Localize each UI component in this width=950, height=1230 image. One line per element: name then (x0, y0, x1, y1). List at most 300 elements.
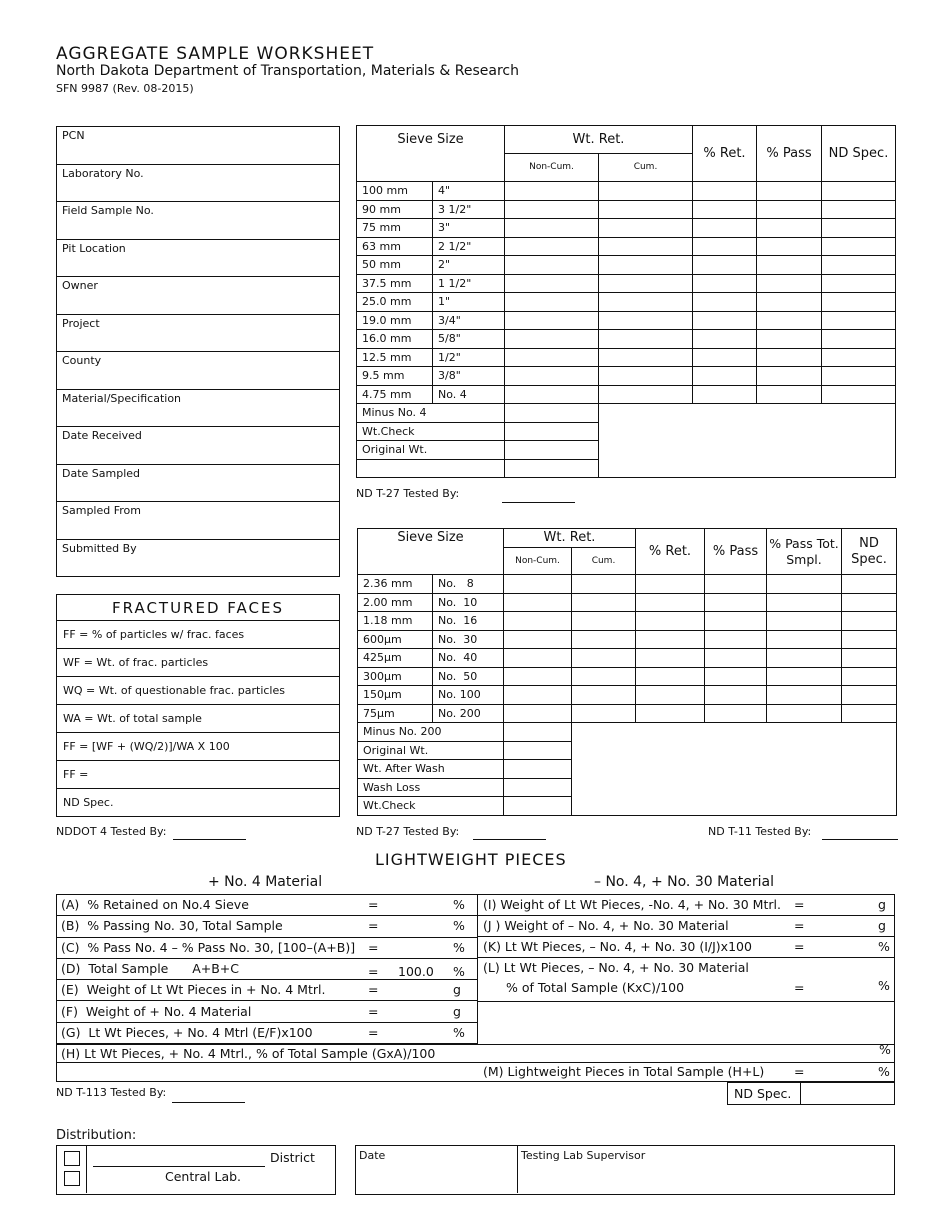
fine-tested-by (356, 825, 459, 838)
coarse-entry-cell[interactable] (599, 237, 693, 256)
lw-right-unit: % (878, 939, 890, 954)
fine-entry-cell[interactable] (504, 575, 572, 594)
coarse-entry-cell[interactable] (757, 348, 822, 367)
fine-entry-cell[interactable] (504, 649, 572, 668)
coarse-entry-cell[interactable] (505, 385, 599, 404)
coarse-entry-cell[interactable] (757, 200, 822, 219)
coarse-sieve-row (357, 367, 896, 386)
info-field-label: Material/Specification (57, 389, 340, 427)
coarse-entry-cell[interactable] (693, 200, 757, 219)
coarse-sieve-row (357, 385, 896, 404)
coarse-entry-cell[interactable] (505, 200, 599, 219)
sieve-mm: 425µm (358, 649, 433, 668)
coarse-entry-cell[interactable] (599, 293, 693, 312)
fine-extra-label: Original Wt. (358, 741, 504, 760)
sieve-in: 4" (433, 182, 505, 201)
coarse-entry-cell[interactable] (757, 330, 822, 349)
sieve-in: 1" (433, 293, 505, 312)
t113-tested-by-line[interactable] (172, 1102, 245, 1103)
nddot4-tested-by-label: NDDOT 4 Tested By: (56, 825, 167, 838)
distribution-box (56, 1145, 336, 1195)
lw-right-equals: = (794, 918, 805, 933)
lw-right-label: (I) Weight of Lt Wt Pieces, -No. 4, + No. 30 Mtrl. (483, 897, 781, 912)
fine-entry-cell[interactable] (842, 593, 897, 612)
coarse-entry-cell[interactable] (693, 237, 757, 256)
info-field-label: Field Sample No. (57, 202, 340, 240)
lw-left-label: (C) % Pass No. 4 – % Pass No. 30, [100–(A+B)] (61, 939, 356, 955)
coarse-entry-cell[interactable] (693, 182, 757, 201)
distribution-label: Distribution: (56, 1128, 137, 1143)
coarse-entry-cell[interactable] (822, 367, 896, 386)
fine-entry-cell[interactable] (636, 667, 705, 686)
coarse-entry-cell[interactable] (505, 256, 599, 275)
central-lab-label: Central Lab. (165, 1169, 242, 1184)
coarse-entry-cell[interactable] (822, 237, 896, 256)
coarse-extra-value[interactable] (505, 441, 599, 460)
fine-entry-cell[interactable] (572, 686, 636, 705)
ff-row-label: FF = [WF + (WQ/2)]/WA X 100 (57, 733, 340, 761)
lw-left-label: (G) Lt Wt Pieces, + No. 4 Mtrl (E/F)x100 (61, 1024, 313, 1040)
lw-right-unit: g (878, 897, 886, 912)
info-row[interactable] (57, 164, 340, 202)
ff-row-label: FF = (57, 761, 340, 789)
info-row[interactable] (57, 314, 340, 352)
lw-left-unit: % (453, 939, 465, 955)
t11-tested-by-line[interactable] (822, 839, 898, 840)
fine-entry-cell[interactable] (705, 686, 767, 705)
sieve-mm: 12.5 mm (357, 348, 433, 367)
nddot4-tested-by (56, 825, 166, 838)
fine-pass-total-header: % Pass Tot. Smpl. (767, 529, 842, 575)
coarse-entry-cell[interactable] (599, 385, 693, 404)
form-title: AGGREGATE SAMPLE WORKSHEET (56, 44, 375, 64)
coarse-entry-cell[interactable] (505, 367, 599, 386)
lw-left-value[interactable]: 100.0 (398, 963, 434, 979)
sieve-mm: 50 mm (357, 256, 433, 275)
sieve-mm: 1.18 mm (358, 612, 433, 631)
sieve-in: 5/8" (433, 330, 505, 349)
nddot4-tested-by-line[interactable] (173, 839, 246, 840)
coarse-entry-cell[interactable] (505, 182, 599, 201)
coarse-extra-label: Minus No. 4 (357, 404, 505, 423)
coarse-extra-value[interactable] (505, 422, 599, 441)
info-row[interactable] (57, 539, 340, 577)
fine-entry-cell[interactable] (767, 612, 842, 631)
lw-left-equals: = (368, 939, 379, 955)
nd-spec-field[interactable] (801, 1083, 893, 1104)
sieve-no: No. 100 (433, 686, 504, 705)
lw-right-row (478, 937, 894, 958)
lw-left-row (57, 959, 478, 980)
fine-entry-cell[interactable] (767, 667, 842, 686)
fine-entry-cell[interactable] (842, 704, 897, 723)
coarse-entry-cell[interactable] (505, 348, 599, 367)
coarse-sieve-row (357, 348, 896, 367)
lw-left-equals: = (368, 963, 379, 979)
sieve-no: No. 8 (433, 575, 504, 594)
row-h-unit: % (879, 1042, 891, 1057)
info-field-label: Pit Location (57, 239, 340, 277)
ff-row-label: FF = % of particles w/ frac. faces (57, 621, 340, 649)
fine-sieve-row (358, 593, 897, 612)
lw-left-equals: = (368, 1024, 379, 1040)
row-l-unit: % (878, 978, 890, 993)
coarse-extra-row (357, 404, 896, 423)
coarse-sieve-row (357, 219, 896, 238)
coarse-entry-cell[interactable] (822, 311, 896, 330)
district-line[interactable] (93, 1166, 265, 1167)
ff-row[interactable] (57, 705, 340, 733)
fine-entry-cell[interactable] (842, 686, 897, 705)
fine-entry-cell[interactable] (572, 667, 636, 686)
nd-spec-label: ND Spec. (734, 1086, 792, 1101)
coarse-entry-cell[interactable] (505, 219, 599, 238)
fine-entry-cell[interactable] (842, 575, 897, 594)
row-l-label-2: % of Total Sample (KxC)/100 (506, 980, 685, 995)
fractured-faces-table (56, 594, 340, 817)
info-row[interactable] (57, 352, 340, 390)
coarse-entry-cell[interactable] (599, 348, 693, 367)
fine-blank-area (572, 723, 897, 816)
coarse-noncum-header: Non-Cum. (505, 154, 599, 182)
coarse-sieve-row (357, 256, 896, 275)
lw-left-row (57, 895, 478, 916)
coarse-blank-area (599, 404, 896, 478)
coarse-tested-by-label: ND T-27 Tested By: (356, 487, 460, 500)
fine-cum-header: Cum. (572, 548, 636, 575)
lw-left-row (57, 980, 478, 1001)
ff-row[interactable] (57, 677, 340, 705)
lw-right-unit: g (878, 918, 886, 933)
coarse-entry-cell[interactable] (599, 330, 693, 349)
district-label: District (270, 1150, 315, 1165)
coarse-entry-cell[interactable] (822, 200, 896, 219)
fine-ret-header: % Ret. (636, 529, 705, 575)
fine-spec-header: ND Spec. (842, 529, 897, 575)
info-field-label: Laboratory No. (57, 164, 340, 202)
coarse-pass-header: % Pass (757, 126, 822, 182)
fine-entry-cell[interactable] (705, 704, 767, 723)
ff-row[interactable] (57, 649, 340, 677)
fine-entry-cell[interactable] (767, 649, 842, 668)
fine-sieve-row (358, 575, 897, 594)
coarse-sieve-row (357, 274, 896, 293)
sieve-mm: 63 mm (357, 237, 433, 256)
sieve-mm: 9.5 mm (357, 367, 433, 386)
coarse-entry-cell[interactable] (693, 256, 757, 275)
info-field-label: County (57, 352, 340, 390)
coarse-entry-cell[interactable] (822, 348, 896, 367)
fine-entry-cell[interactable] (504, 612, 572, 631)
info-row[interactable] (57, 127, 340, 165)
coarse-entry-cell[interactable] (693, 219, 757, 238)
coarse-entry-cell[interactable] (822, 293, 896, 312)
lw-left-label: (D) Total Sample A+B+C (61, 960, 240, 976)
fine-sieve-table (357, 528, 897, 816)
fine-entry-cell[interactable] (636, 704, 705, 723)
sieve-in: 2 1/2" (433, 237, 505, 256)
fine-sieve-row (358, 686, 897, 705)
info-row[interactable] (57, 389, 340, 427)
ff-row[interactable] (57, 621, 340, 649)
coarse-entry-cell[interactable] (693, 274, 757, 293)
coarse-entry-cell[interactable] (822, 385, 896, 404)
row-m-label: (M) Lightweight Pieces in Total Sample (H+L) (483, 1064, 765, 1079)
fine-entry-cell[interactable] (767, 686, 842, 705)
fine-entry-cell[interactable] (767, 593, 842, 612)
info-field-label: Sampled From (57, 502, 340, 540)
coarse-sieve-row (357, 311, 896, 330)
fine-entry-cell[interactable] (767, 704, 842, 723)
info-field-label: Date Received (57, 427, 340, 465)
coarse-cum-header: Cum. (599, 154, 693, 182)
fine-entry-cell[interactable] (705, 630, 767, 649)
ff-row[interactable] (57, 761, 340, 789)
ff-row-label: WF = Wt. of frac. particles (57, 649, 340, 677)
coarse-tested-by (356, 487, 459, 500)
lw-left-unit: g (453, 1003, 461, 1019)
sieve-mm: 19.0 mm (357, 311, 433, 330)
lw-right-row (478, 895, 894, 916)
sieve-no: No. 200 (433, 704, 504, 723)
coarse-entry-cell[interactable] (757, 256, 822, 275)
coarse-entry-cell[interactable] (693, 293, 757, 312)
coarse-entry-cell[interactable] (822, 274, 896, 293)
coarse-entry-cell[interactable] (757, 293, 822, 312)
lw-right-row (478, 916, 894, 937)
coarse-entry-cell[interactable] (599, 274, 693, 293)
fine-extra-label: Wash Loss (358, 778, 504, 797)
lw-left-unit: % (453, 1024, 465, 1040)
t11-tested-by-label: ND T-11 Tested By: (708, 825, 812, 838)
fine-entry-cell[interactable] (636, 649, 705, 668)
info-row[interactable] (57, 202, 340, 240)
lw-left-equals: = (368, 918, 379, 934)
coarse-entry-cell[interactable] (822, 182, 896, 201)
coarse-entry-cell[interactable] (757, 311, 822, 330)
fine-sieve-row (358, 667, 897, 686)
plus4-heading: + No. 4 Material (208, 874, 323, 890)
coarse-entry-cell[interactable] (822, 219, 896, 238)
lw-left-equals: = (368, 982, 379, 998)
fine-entry-cell[interactable] (504, 704, 572, 723)
district-checkbox[interactable] (64, 1151, 80, 1166)
coarse-entry-cell[interactable] (505, 237, 599, 256)
coarse-entry-cell[interactable] (505, 293, 599, 312)
sieve-mm: 100 mm (357, 182, 433, 201)
nd-spec-box (727, 1082, 895, 1105)
lw-right-label: (J ) Weight of – No. 4, + No. 30 Material (483, 918, 729, 933)
fine-entry-cell[interactable] (705, 593, 767, 612)
fine-entry-cell[interactable] (705, 612, 767, 631)
fine-extra-value[interactable] (504, 760, 572, 779)
fine-entry-cell[interactable] (504, 593, 572, 612)
info-row[interactable] (57, 464, 340, 502)
row-h-label: (H) Lt Wt Pieces, + No. 4 Mtrl., % of Total Sample (GxA)/100 (61, 1046, 436, 1061)
lw-right-equals: = (794, 939, 805, 954)
coarse-entry-cell[interactable] (757, 237, 822, 256)
coarse-extra-label (357, 459, 505, 478)
coarse-entry-cell[interactable] (599, 311, 693, 330)
coarse-entry-cell[interactable] (757, 385, 822, 404)
fine-extra-value[interactable] (504, 723, 572, 742)
row-m (478, 1063, 894, 1082)
fine-entry-cell[interactable] (842, 612, 897, 631)
coarse-entry-cell[interactable] (693, 348, 757, 367)
info-field-label: Submitted By (62, 541, 137, 555)
lw-left-row (57, 916, 478, 937)
sieve-in: 3" (433, 219, 505, 238)
fine-entry-cell[interactable] (705, 575, 767, 594)
sieve-in: 1 1/2" (433, 274, 505, 293)
fine-entry-cell[interactable] (767, 630, 842, 649)
coarse-entry-cell[interactable] (693, 367, 757, 386)
sieve-in: 1/2" (433, 348, 505, 367)
lw-left-unit: % (453, 897, 465, 912)
fine-entry-cell[interactable] (572, 630, 636, 649)
coarse-entry-cell[interactable] (757, 219, 822, 238)
supervisor-signature-field[interactable] (518, 1161, 893, 1193)
info-row[interactable] (57, 277, 340, 315)
supervisor-label: Testing Lab Supervisor (521, 1149, 646, 1162)
info-field-label: Project (57, 314, 340, 352)
fine-extra-value[interactable] (504, 797, 572, 816)
coarse-extra-value[interactable] (505, 404, 599, 423)
fine-entry-cell[interactable] (572, 612, 636, 631)
fine-entry-cell[interactable] (572, 575, 636, 594)
ff-row[interactable] (57, 733, 340, 761)
fine-entry-cell[interactable] (842, 630, 897, 649)
fine-entry-cell[interactable] (705, 667, 767, 686)
coarse-entry-cell[interactable] (599, 219, 693, 238)
coarse-entry-cell[interactable] (757, 182, 822, 201)
sieve-mm: 4.75 mm (357, 385, 433, 404)
coarse-extra-label: Wt.Check (357, 422, 505, 441)
ff-row-label: WA = Wt. of total sample (57, 705, 340, 733)
fine-entry-cell[interactable] (636, 575, 705, 594)
coarse-entry-cell[interactable] (599, 256, 693, 275)
fine-entry-cell[interactable] (842, 667, 897, 686)
coarse-entry-cell[interactable] (693, 330, 757, 349)
fine-entry-cell[interactable] (636, 593, 705, 612)
fine-sieve-row (358, 612, 897, 631)
form-number: SFN 9987 (Rev. 08-2015) (56, 82, 194, 95)
fine-extra-label: Wt. After Wash (358, 760, 504, 779)
lw-left-row (57, 938, 478, 959)
fine-extra-label: Minus No. 200 (358, 723, 504, 742)
sample-info-table (56, 126, 340, 577)
sieve-mm: 2.36 mm (358, 575, 433, 594)
lw-left-row (57, 1002, 478, 1023)
lw-right-label: (K) Lt Wt Pieces, – No. 4, + No. 30 (I/J)x100 (483, 939, 752, 954)
fine-entry-cell[interactable] (572, 704, 636, 723)
coarse-entry-cell[interactable] (757, 274, 822, 293)
lw-left-row (57, 1023, 478, 1044)
fine-entry-cell[interactable] (636, 612, 705, 631)
coarse-entry-cell[interactable] (822, 330, 896, 349)
fine-entry-cell[interactable] (636, 630, 705, 649)
coarse-entry-cell[interactable] (757, 367, 822, 386)
fine-extra-label: Wt.Check (358, 797, 504, 816)
lightweight-box (56, 894, 895, 1082)
coarse-entry-cell[interactable] (599, 200, 693, 219)
fine-extra-value[interactable] (504, 778, 572, 797)
lw-left-label: (E) Weight of Lt Wt Pieces in + No. 4 Mtrl. (61, 982, 326, 998)
coarse-sieve-row (357, 293, 896, 312)
fine-noncum-header: Non-Cum. (504, 548, 572, 575)
coarse-entry-cell[interactable] (693, 385, 757, 404)
row-m-unit: % (878, 1064, 890, 1079)
fractured-faces-title: FRACTURED FACES (57, 595, 340, 621)
date-label: Date (359, 1149, 386, 1162)
sieve-in: No. 4 (433, 385, 505, 404)
coarse-wt-ret-header: Wt. Ret. (505, 126, 693, 154)
fine-entry-cell[interactable] (572, 649, 636, 668)
date-field[interactable] (356, 1161, 516, 1193)
info-row[interactable] (57, 427, 340, 465)
fine-entry-cell[interactable] (504, 686, 572, 705)
sieve-mm: 150µm (358, 686, 433, 705)
info-row[interactable] (57, 502, 340, 540)
fine-entry-cell[interactable] (767, 575, 842, 594)
sieve-in: 2" (433, 256, 505, 275)
ff-row-label: ND Spec. (63, 796, 114, 809)
coarse-sieve-row (357, 237, 896, 256)
coarse-entry-cell[interactable] (693, 311, 757, 330)
fine-extra-value[interactable] (504, 741, 572, 760)
row-h (57, 1044, 894, 1063)
fine-entry-cell[interactable] (842, 649, 897, 668)
info-field-label: Date Sampled (57, 464, 340, 502)
minus4-heading: – No. 4, + No. 30 Material (594, 874, 774, 890)
fine-entry-cell[interactable] (705, 649, 767, 668)
coarse-entry-cell[interactable] (599, 367, 693, 386)
info-field-label: PCN (57, 127, 340, 165)
row-l-label: (L) Lt Wt Pieces, – No. 4, + No. 30 Material (483, 960, 749, 975)
info-row[interactable] (57, 239, 340, 277)
t113-tested-by-label: ND T-113 Tested By: (56, 1086, 167, 1099)
coarse-ret-header: % Ret. (693, 126, 757, 182)
coarse-entry-cell[interactable] (599, 182, 693, 201)
lw-left-label: (F) Weight of + No. 4 Material (61, 1003, 252, 1019)
coarse-entry-cell[interactable] (822, 256, 896, 275)
sieve-no: No. 40 (433, 649, 504, 668)
fine-entry-cell[interactable] (504, 667, 572, 686)
central-lab-checkbox[interactable] (64, 1171, 80, 1186)
fine-pass-header: % Pass (705, 529, 767, 575)
coarse-entry-cell[interactable] (505, 330, 599, 349)
fine-entry-cell[interactable] (636, 686, 705, 705)
ff-row[interactable] (57, 789, 340, 817)
ff-row-label: WQ = Wt. of questionable frac. particles (57, 677, 340, 705)
coarse-entry-cell[interactable] (505, 274, 599, 293)
info-field-label: Owner (57, 277, 340, 315)
sieve-mm: 75µm (358, 704, 433, 723)
sieve-mm: 2.00 mm (358, 593, 433, 612)
coarse-tested-by-line[interactable] (502, 502, 575, 503)
coarse-spec-header: ND Spec. (822, 126, 896, 182)
fine-entry-cell[interactable] (572, 593, 636, 612)
fine-tested-by-line[interactable] (473, 839, 546, 840)
sieve-mm: 600µm (358, 630, 433, 649)
lightweight-title: LIGHTWEIGHT PIECES (375, 850, 567, 869)
coarse-entry-cell[interactable] (505, 311, 599, 330)
coarse-extra-label: Original Wt. (357, 441, 505, 460)
coarse-extra-value[interactable] (505, 459, 599, 478)
sieve-no: No. 30 (433, 630, 504, 649)
fine-entry-cell[interactable] (504, 630, 572, 649)
sieve-mm: 25.0 mm (357, 293, 433, 312)
